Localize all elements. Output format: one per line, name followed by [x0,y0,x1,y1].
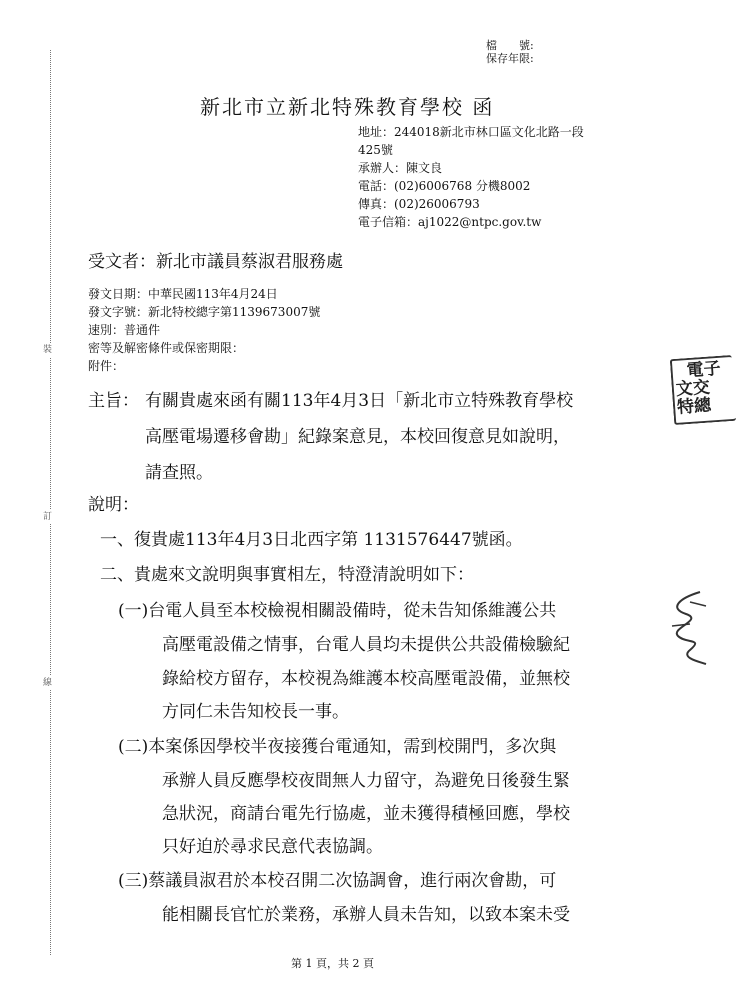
sender-phone: 電話：(02)6006768 分機8002 [358,179,531,193]
sub-item-3-line-1: (三)蔡議員淑君於本校召開二次協調會，進行兩次會勘，可 [118,871,557,891]
sender-contact: 承辦人：陳文良 [358,161,443,175]
official-stamp [670,355,736,425]
sub-item-2-line-3: 急狀況，商請台電先行協處，並未獲得積極回應，學校 [162,804,570,824]
stamp-text-col-1: 電子 [685,358,722,382]
sub-item-3-line-2: 能相關長官忙於業務，承辦人員未告知，以致本案未受 [162,905,570,925]
retention-period: 保存年限: [486,52,534,65]
recipient: 受文者：新北市議員蔡淑君服務處 [88,252,343,272]
sub-item-1-line-1: (一)台電人員至本校檢視相關設備時，從未告知係維護公共 [118,601,557,621]
page-number: 第 1 頁，共 2 頁 [291,957,374,970]
binding-line [50,50,51,955]
sub-item-1-line-3: 錄給校方留存，本校視為維護本校高壓電設備，並無校 [162,669,570,689]
binding-mark-3: 線 [43,678,53,688]
sub-item-1-line-4: 方同仁未告知校長一事。 [162,702,349,722]
binding-mark-2: 訂 [43,512,53,522]
sender-address: 地址：244018新北市林口區文化北路一段 [358,125,584,139]
subject-label: 主旨： [88,391,139,411]
sender-fax: 傳真：(02)26006793 [358,197,480,211]
subject-line-1: 有關貴處來函有關113年4月3日「新北市立特殊教育學校 [145,391,574,411]
delivery-speed: 速別：普通件 [88,323,161,337]
handwritten-mark [660,588,710,668]
stamp-text-col-3: 特總 [676,395,712,418]
explanation-label: 說明： [88,495,139,515]
sender-email: 電子信箱：aj1022@ntpc.gov.tw [358,215,542,229]
secrecy-level: 密等及解密條件或保密期限： [88,341,245,355]
attachment: 附件： [88,359,125,373]
sender-address-cont: 425號 [358,143,393,157]
document-title: 新北市立新北特殊教育學校 函 [200,95,495,119]
stamp-text-col-2: 文交 [675,377,711,400]
explanation-item-2: 二、貴處來文說明與事實相左，特澄清說明如下： [100,565,474,585]
explanation-item-1: 一、復貴處113年4月3日北西字第 1131576447號函。 [100,530,523,550]
archive-number: 檔 號: [486,39,534,52]
sub-item-2-line-1: (二)本案係因學校半夜接獲台電通知，需到校開門，多次與 [118,737,557,757]
sub-item-2-line-4: 只好迫於尋求民意代表協調。 [162,837,383,857]
sub-item-2-line-2: 承辦人員反應學校夜間無人力留守，為避免日後發生緊 [162,771,570,791]
binding-mark-1: 裝 [43,345,53,355]
issue-date: 發文日期：中華民國113年4月24日 [88,287,278,301]
subject-line-2: 高壓電場遷移會勘」紀錄案意見，本校回復意見如說明， [145,427,570,447]
subject-line-3: 請查照。 [145,463,213,483]
sub-item-1-line-2: 高壓電設備之情事，台電人員均未提供公共設備檢驗紀 [162,635,570,655]
document-number: 發文字號：新北特校總字第1139673007號 [88,305,321,319]
